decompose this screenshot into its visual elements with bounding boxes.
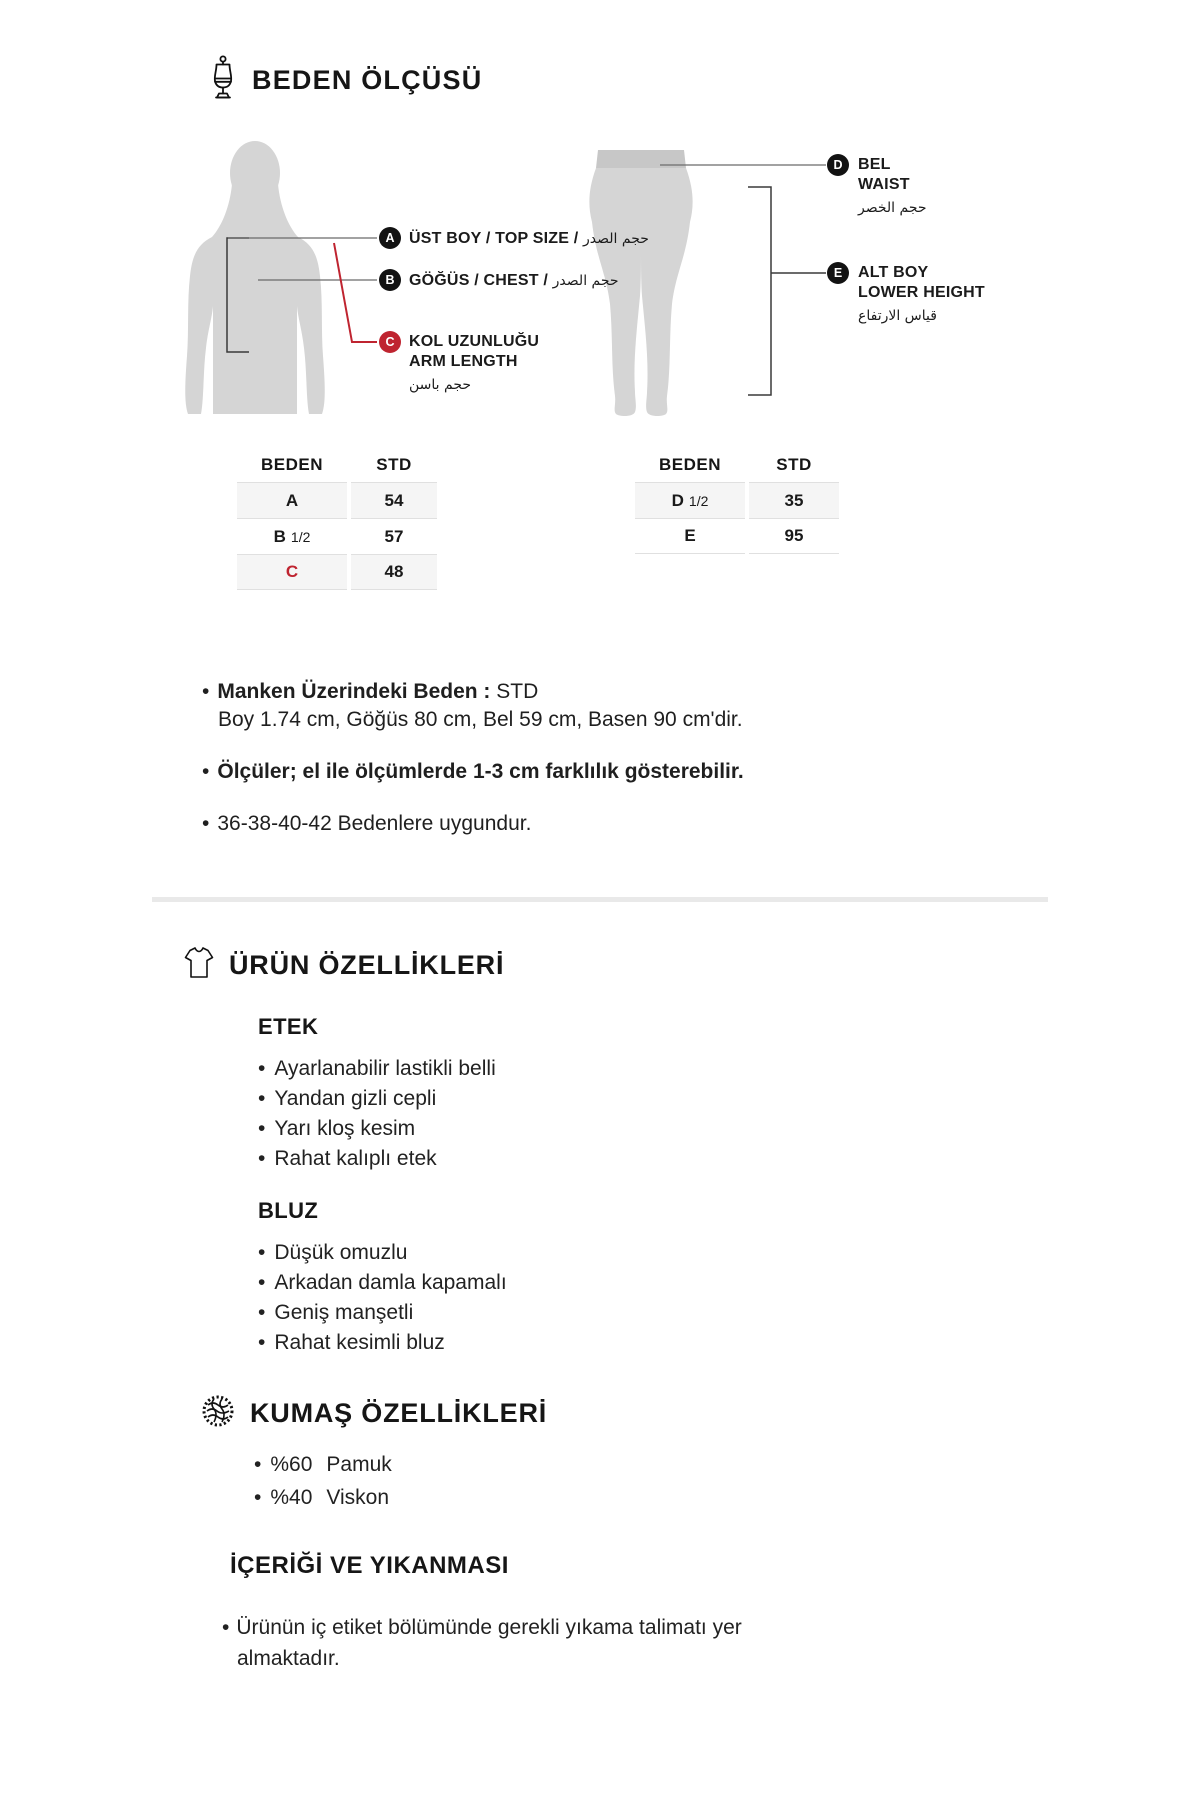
size-guide-header [206,55,482,105]
measure-label-arm-length [409,332,539,395]
table-row-e-label: E [635,518,745,554]
table-row-b-value: 57 [351,518,437,554]
table-row-d-value: 35 [749,482,839,518]
fabric-composition-list [254,1448,392,1514]
list-item: • Arkadan damla kapamalı [258,1268,507,1298]
measure-label-waist [858,155,927,218]
care-line2: almaktadır. [237,1647,340,1670]
label-c-arabic: حجم باسن [409,377,472,393]
list-item: • Rahat kalıplı etek [258,1144,496,1174]
table-row-a-value: 54 [351,482,437,518]
skirt-heading: ETEK [258,1014,319,1039]
section-divider [152,897,1048,902]
list-item: • Rahat kesimli bluz [258,1328,507,1358]
table-row-c-label: C [237,554,347,590]
mannequin-icon [206,55,240,106]
measure-badge-d: D [827,154,849,176]
label-c-line1: KOL UZUNLUĞU [409,333,540,350]
label-d-arabic: حجم الخصر [858,200,927,216]
note-mannequin-size: • Manken Üzerindeki Beden : STD Boy 1.74 cm, Göğüs 80 cm, Bel 59 cm, Basen 90 cm'dir. [202,678,1002,734]
measure-label-top-size [409,229,649,249]
size-table-lower [635,448,839,554]
upper-table-header-std: STD [376,455,412,474]
label-a-latin: ÜST BOY / TOP SIZE / [409,230,579,247]
blouse-features [258,1196,507,1358]
table-row-a-label: A [237,482,347,518]
care-note: • Ürünün iç etiket bölümünde gerekli yıkama talimatı yer almaktadır. [222,1612,882,1674]
skirt-features [258,1012,496,1174]
fabric-name: Viskon [326,1486,390,1509]
label-c-line2: ARM LENGTH [409,353,518,370]
label-e-line2: LOWER HEIGHT [858,284,985,301]
table-row-c-value: 48 [351,554,437,590]
measure-label-lower-height [858,263,985,326]
fabric-weave-icon [200,1391,236,1436]
size-notes [202,678,1002,838]
upper-table-header-beden: BEDEN [260,455,323,474]
measure-badge-a: A [379,227,401,249]
note-tolerance: • Ölçüler; el ile ölçümlerde 1-3 cm farklılık gösterebilir. [202,760,744,783]
page-title: BEDEN ÖLÇÜSÜ [252,64,483,95]
measure-badge-b: B [379,269,401,291]
upper-body-figure [185,141,325,414]
label-b-latin: GÖĞÜS / CHEST / [409,272,549,289]
size-table-upper [237,448,437,590]
list-item: • Geniş manşetli [258,1298,507,1328]
table-row-e-value: 95 [749,518,839,554]
label-d-line2: WAIST [858,176,910,193]
note-mannequin-measures: Boy 1.74 cm, Göğüs 80 cm, Bel 59 cm, Basen 90 cm'dir. [218,708,743,731]
measure-badge-e: E [827,262,849,284]
list-item: • Düşük omuzlu [258,1238,507,1268]
fabric-percent: %40 [270,1486,313,1509]
list-item: • Ayarlanabilir lastikli belli [258,1054,496,1084]
care-line1: Ürünün iç etiket bölümünde gerekli yıkama talimatı yer [236,1616,742,1639]
label-e-line1: ALT BOY [858,264,929,281]
table-row-d-label: D 1/2 [635,482,745,518]
label-e-arabic: قياس الارتفاع [858,308,937,324]
list-item: • Yarı kloş kesim [258,1114,496,1144]
label-b-arabic: حجم الصدر [552,273,619,289]
product-features-header [183,942,504,988]
fabric-features-title: KUMAŞ ÖZELLİKLERİ [250,1397,548,1428]
tshirt-icon [183,944,215,987]
label-a-arabic: حجم الصدر [583,231,649,247]
fabric-item [254,1481,392,1514]
fabric-item [254,1448,392,1481]
care-title: İÇERİĞİ VE YIKANMASI [230,1552,509,1579]
lower-table-header-beden: BEDEN [658,455,721,474]
note-fits-sizes: • 36-38-40-42 Bedenlere uygundur. [202,812,532,835]
list-item: • Yandan gizli cepli [258,1084,496,1114]
label-d-line1: BEL [858,156,891,173]
table-row-b-label: B 1/2 [237,518,347,554]
fabric-percent: %60 [270,1453,313,1476]
product-features-title: ÜRÜN ÖZELLİKLERİ [229,949,505,980]
blouse-heading: BLUZ [258,1198,319,1223]
fabric-features-header [200,1390,547,1436]
lower-table-header-std: STD [776,455,812,474]
fabric-name: Pamuk [326,1453,392,1476]
measure-badge-c: C [379,331,401,353]
measure-label-chest [409,271,619,291]
